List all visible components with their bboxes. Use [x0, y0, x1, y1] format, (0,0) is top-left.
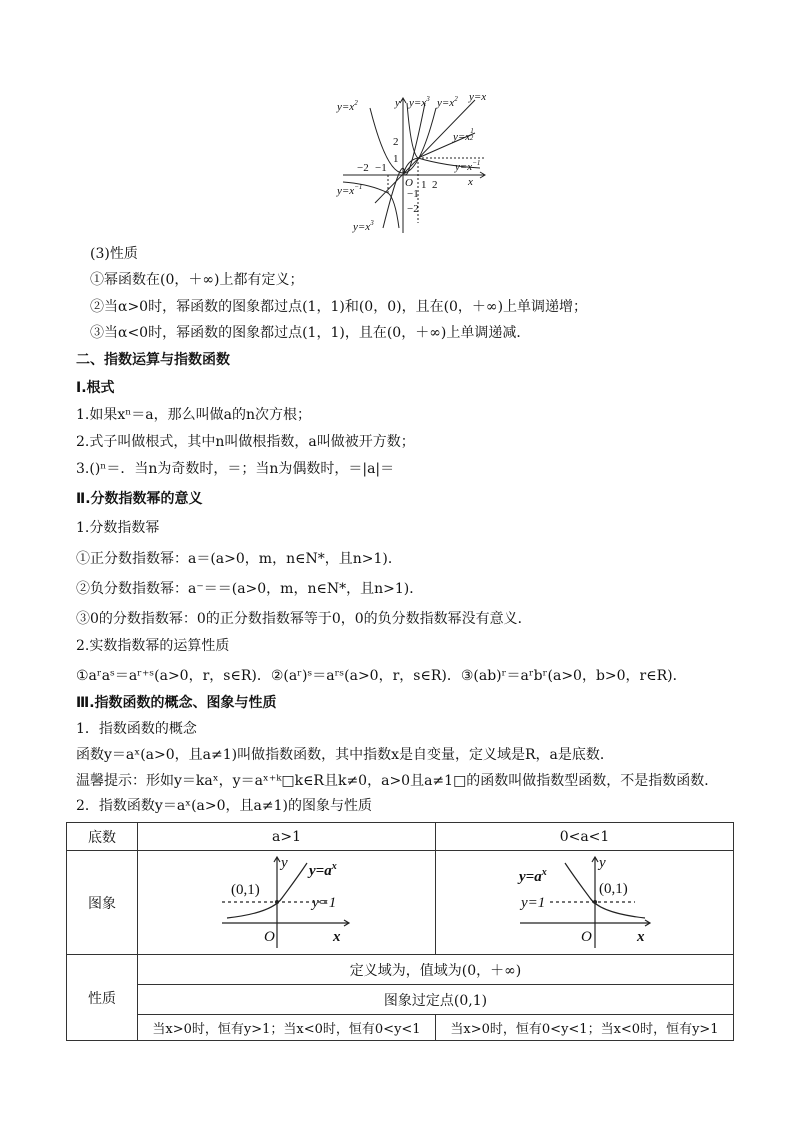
graph2-y1-label: y=1 [520, 894, 545, 911]
subsection-exponential: Ⅲ.指数函数的概念、图象与性质 [76, 695, 277, 711]
section-2-title: 二、指数运算与指数函数 [76, 352, 230, 368]
graph1-func-label: $y=a^x$ [308, 860, 337, 879]
graph2-x-label: x [636, 928, 644, 945]
prop-a-lt-1: 当x>0时，恒有0<y<1；当x<0时，恒有y>1 [436, 1015, 734, 1041]
header-a-gt-1: a>1 [138, 823, 436, 851]
label-y-x3: $y=x^3$ [409, 95, 430, 109]
graph2-y-label: y [598, 854, 606, 871]
prop-a-gt-1: 当x>0时，恒有y>1；当x<0时，恒有0<y<1 [138, 1015, 436, 1041]
exponential-properties-table [66, 822, 734, 1041]
radical-def-3: 3.()ⁿ＝．当n为奇数时，＝；当n为偶数时，＝|a|＝ [76, 461, 395, 477]
label-y-x3-low: $y=x^3$ [353, 219, 374, 233]
label-y-half: $y=x^1$ 2 [453, 127, 474, 143]
tick-y-m1: −1 [407, 188, 419, 200]
graph2-func-label: $y=a^x$ [518, 866, 547, 885]
graph-a-gt-1 [217, 853, 357, 953]
real-exponent-rules: ①aʳaˢ＝aʳ⁺ˢ(a>0，r，s∈R)．②(aʳ)ˢ＝aʳˢ(a>0，r，s∈R)．③(ab)ʳ＝aʳbʳ(a>0，b>0，r∈R)． [76, 668, 687, 684]
graph1-point-label: (0,1) [230, 881, 260, 898]
prop-domain: 定义域为，值域为(0，＋∞) [138, 955, 734, 985]
graph2-point-label: (0,1) [598, 880, 628, 897]
prop-fixed-point: 图象过定点(0,1) [138, 985, 734, 1015]
subsection-fractional: Ⅱ.分数指数幂的意义 [76, 491, 203, 507]
header-base: 底数 [67, 823, 138, 851]
radical-def-2: 2.式子叫做根式，其中n叫做根指数，a叫做被开方数； [76, 434, 415, 450]
graph1-y-label: y [280, 854, 288, 871]
graph2-origin-label: O [580, 928, 592, 945]
x-axis-label: x [468, 176, 473, 188]
label-y-x2b: $y=x^2$ [437, 95, 458, 109]
label-y-inv-right: $y=x^{-1}$ [455, 159, 481, 173]
tick-x-2: 2 [432, 179, 438, 191]
y-axis-label: y [395, 97, 400, 109]
header-a-lt-1: 0<a<1 [436, 823, 734, 851]
label-y-x2: $y=x^2$ [337, 99, 358, 113]
properties-heading: (3)性质 [90, 246, 138, 262]
property-3: ③当α<0时，幂函数的图象都过点(1，1)，且在(0，＋∞)上单调递减． [90, 325, 531, 341]
fractional-zero: ③0的分数指数幂：0的正分数指数幂等于0，0的负分数指数幂没有意义． [76, 611, 532, 627]
row-graph-label: 图象 [67, 851, 138, 955]
fractional-positive: ①正分数指数幂：a＝(a>0，m，n∈N*，且n>1)． [76, 551, 402, 567]
property-2: ②当α>0时，幂函数的图象都过点(1，1)和(0，0)，且在(0，＋∞)上单调递增； [90, 299, 588, 315]
origin-label: O [405, 177, 413, 189]
tick-y-1: 1 [393, 153, 399, 165]
tick-x-m2: −2 [357, 162, 369, 174]
tick-x-1: 1 [421, 179, 427, 191]
real-exponent-heading: 2.实数指数幂的运算性质 [76, 638, 230, 654]
tick-x-m1: −1 [375, 162, 387, 174]
exp-graph-heading: 2．指数函数y＝aˣ(a>0，且a≠1)的图象与性质 [76, 798, 372, 814]
row-prop-label: 性质 [67, 955, 138, 1041]
fractional-negative: ②负分数指数幂：a⁻＝＝(a>0，m，n∈N*，且n>1)． [76, 581, 424, 597]
label-y-x: y=x [469, 91, 487, 103]
property-1: ①幂函数在(0，＋∞)上都有定义； [90, 272, 304, 288]
graph1-origin-label: O [263, 928, 275, 945]
fractional-heading: 1.分数指数幂 [76, 520, 160, 536]
subsection-radical: Ⅰ.根式 [76, 380, 115, 396]
exp-tip: 温馨提示：形如y＝kaˣ，y＝aˣ⁺ᵏ□k∈R且k≠0，a>0且a≠1□的函数叫做指数型函数，不是指数函数． [76, 773, 719, 789]
exp-concept-heading: 1．指数函数的概念 [76, 721, 197, 737]
graph1-y1-label: y=1 [311, 894, 336, 911]
graph-a-lt-1 [515, 853, 655, 953]
tick-y-m2: −2 [407, 203, 419, 215]
exp-concept-def: 函数y＝aˣ(a>0，且a≠1)叫做指数函数，其中指数x是自变量，定义域是R，a是底数． [76, 747, 614, 763]
graph-a-lt-1-cell [436, 851, 734, 955]
power-function-figure [335, 88, 495, 238]
tick-y-2: 2 [393, 136, 399, 148]
radical-def-1: 1.如果xⁿ＝a，那么叫做a的n次方根； [76, 407, 312, 423]
graph-a-gt-1-cell [138, 851, 436, 955]
label-y-inv-left: $y=x^{-1}$ [337, 183, 363, 197]
graph1-x-label: x [332, 928, 340, 945]
